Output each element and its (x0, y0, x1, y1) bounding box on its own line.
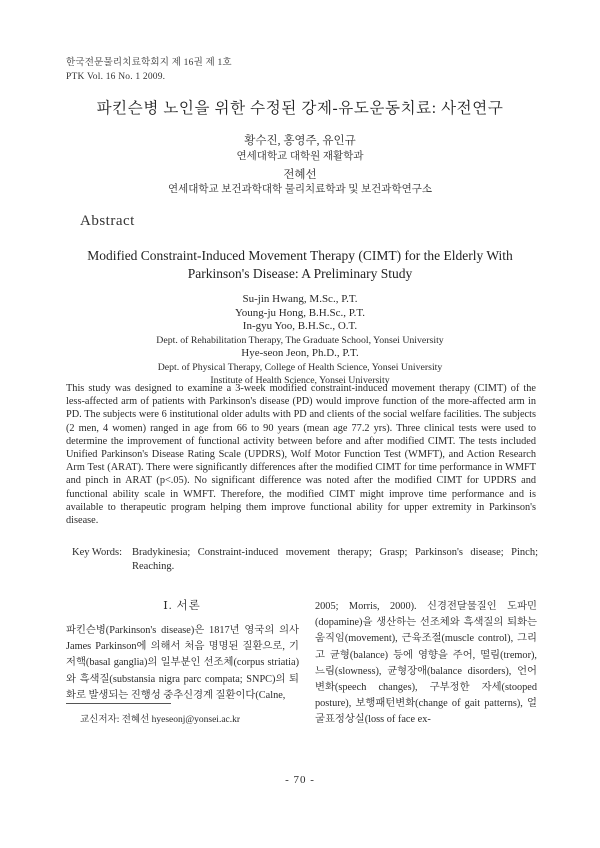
korean-affiliation-2: 연세대학교 보건과학대학 물리치료학과 및 보건과학연구소 (167, 184, 433, 195)
journal-header-volume: PTK Vol. 16 No. 1 2009. (66, 72, 166, 82)
intro-right-column: 2005; Morris, 2000). 신경전달물질인 도파민(dopamine)을 생산하는 선조체와 흑색질의 퇴화는 움직임(movement), 근육조절(muscle control), 그리고 균형(balance) 등에 영향을 주어, 떨림(tremor), 느림(slowness), 균형장애(balance disorders), 언어변화(speech changes), 구부정한 자세(stooped posture), 보행패턴변화(change of gait patterns), 얼굴표정상실(loss of face ex- (315, 601, 537, 726)
abstract-body: This study was designed to examine a 3-week modified constraint-induced movement therapy (CIMT) of the less-affected arm of patients with Parkinson's disease (PD) would improve function of the more-affected arm in PD. The subjects were 6 institutional older adults with PD and clients of the social welfare facilities. The subjects (2 men, 4 women) ranged in age from 66 to 90 years (mean age 77.2 yrs). Three clinical tests were used to determine the improvement of functional activity between before and after modified CIMT. The tests included Unified Parkinson's Disease Rating Scale (UPDRS), Wolf Motor Function Test (WMFT), and Action Research Arm Test (ARAT). There were significantly differences after the modified CIMT for time performance in WMFT and pinch in ARAT (p<.05). No significant difference was noted after the modified CIMT for UPDRS and functional ability scale in WMFT. Therefore, the modified CIMT might improve time performance and is available to therapeutic program helping them improve functional ability for upper extremity in Parkinson's disease. (66, 383, 536, 527)
author-2: Young-ju Hong, B.H.Sc., P.T. (234, 306, 366, 319)
keywords-label: Key Words: (72, 547, 122, 558)
korean-title: 파킨슨병 노인을 위한 수정된 강제-유도운동치료: 사전연구 (96, 100, 504, 117)
author-affiliation-3: Institute of Health Science, Yonsei University (210, 375, 390, 386)
author-affiliation-2: Dept. of Physical Therapy, College of Health Science, Yonsei University (157, 361, 443, 373)
keywords (72, 546, 538, 574)
footnote-divider (66, 703, 171, 704)
english-title (60, 247, 540, 283)
keywords-text: Bradykinesia; Constraint-induced movement therapy; Grasp; Parkinson's disease; Pinch; Reaching. (132, 547, 538, 572)
korean-author-2: 전혜선 (283, 169, 317, 181)
section-heading-introduction: Ⅰ. 서론 (163, 600, 201, 612)
author-4: Hye-seon Jeon, Ph.D., P.T. (241, 347, 359, 359)
abstract-heading: Abstract (80, 213, 135, 229)
intro-left-column: 파킨슨병(Parkinson's disease)은 1817년 영국의 의사 James Parkinson에 의해서 처음 명명된 질환으로, 기저핵(basal ganglia)의 일부분인 선조체(corpus striatia)와 흑색질(substansia nigra parc compata; SNPC)의 퇴화로 발생되는 진행성 중추신경계 질환이다(Calne, (66, 625, 299, 701)
english-authors (60, 293, 540, 388)
korean-affiliation-1: 연세대학교 대학원 재활학과 (236, 151, 364, 162)
english-title-line-2: Parkinson's Disease: A Preliminary Study (187, 266, 413, 281)
author-affiliation-1: Dept. of Rehabilitation Therapy, The Graduate School, Yonsei University (156, 334, 444, 346)
corresponding-author-footnote: 교신저자: 전혜선 hyeseonj@yonsei.ac.kr (80, 715, 241, 725)
english-title-line-1: Modified Constraint-Induced Movement Therapy (CIMT) for the Elderly With (87, 248, 513, 263)
journal-header-korean: 한국전문물리치료학회지 제 16권 제 1호 (66, 58, 232, 68)
author-1: Su-jin Hwang, M.Sc., P.T. (242, 293, 358, 305)
korean-authors: 황수진, 홍영주, 유인규 (244, 135, 356, 147)
author-3: In-gyu Yoo, B.H.Sc., O.T. (242, 320, 358, 332)
page-number: - 70 - (285, 774, 315, 786)
